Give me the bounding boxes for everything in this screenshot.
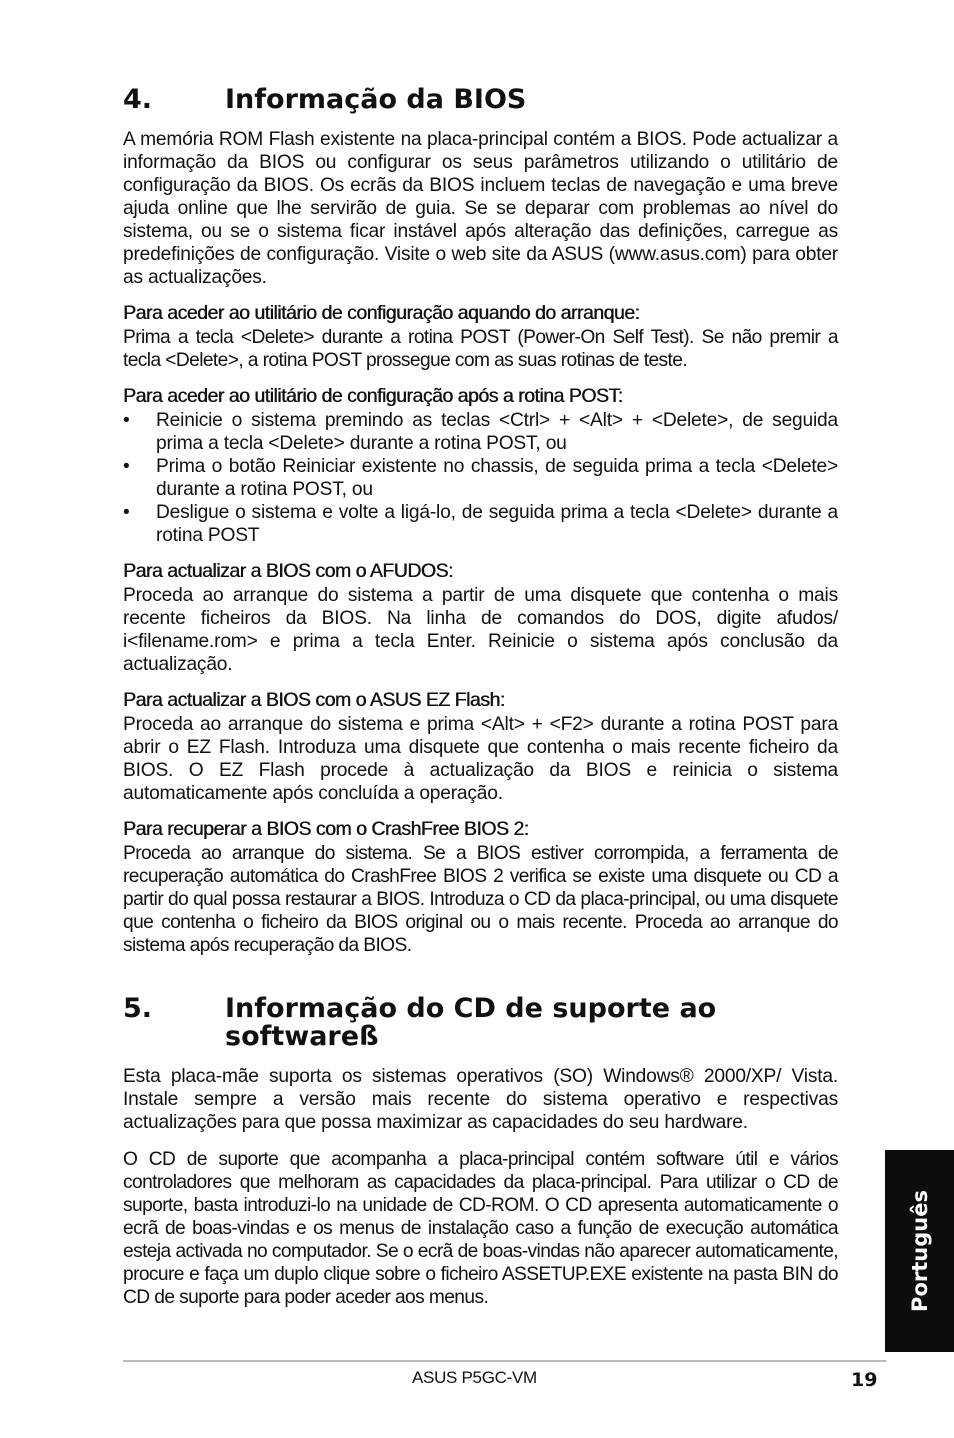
list-item: • Reinicie o sistema premindo as teclas <Ctrl> + <Alt> + <Delete>, de seguida prima a tecla <Delete> durante a rotina POST, ou [123,410,838,454]
subheading-crashfree: Para recuperar a BIOS com o CrashFree BIOS 2: [123,818,529,840]
section-5-title [123,995,838,1051]
text-setup-at-boot: Prima a tecla <Delete> durante a rotina POST (Power-On Self Test). Se não premir a tecla <Delete>, a rotina POST prossegue com as suas rotinas de teste. [123,327,838,371]
section-4-intro: A memória ROM Flash existente na placa-principal contém a BIOS. Pode actualizar a informação da BIOS ou configurar os seus parâmetros utilizando o utilitário de configuração da BIOS. Os ecrãs da BIOS incluem teclas de navegação e uma breve ajuda online que lhe servirão de guia. Se se deparar com problemas ao nível do sistema, ou se o sistema ficar instável após alteração das definições, carregue as predefinições de configuração. Visite o web site da ASUS (www.asus.com) para obter as actualizações. [123,129,838,288]
section-5-para-2: O CD de suporte que acompanha a placa-principal contém software útil e vários controladores que melhoram as capacidades da placa-principal. Para utilizar o CD de suporte, basta introduzi-lo na unidade de CD-ROM. O CD apresenta automaticamente o ecrã de boas-vindas e os menus de instalação caso a função de execução automática esteja activada no computador. Se o ecrã de boas-vindas não aparecer automaticamente, procure e faça um duplo clique sobre o ficheiro ASSETUP.EXE existente na pasta BIN do CD de suporte para poder aceder aos menus. [123,1149,838,1308]
language-side-tab [885,1150,954,1352]
bullet-list-setup-after-post [123,409,838,547]
page-number: 19 [851,1369,878,1391]
section-4-heading: Informação da BIOS [225,84,527,115]
subheading-setup-after-post: Para aceder ao utilitário de configuração após a rotina POST: [123,385,623,407]
list-item: • Prima o botão Reiniciar existente no chassis, de seguida prima a tecla <Delete> durante a rotina POST, ou [123,456,838,500]
section-5-number: 5. [123,993,153,1024]
footer-divider [123,1360,886,1362]
text-ez-flash: Proceda ao arranque do sistema e prima <Alt> + <F2> durante a rotina POST para abrir o EZ Flash. Introduza uma disquete que contenha o mais recente ficheiro da BIOS. O EZ Flash procede à actualização da BIOS e reinicia o sistema automaticamente após concluída a operação. [123,714,838,804]
section-4-title [123,86,838,114]
page-content [123,86,838,1309]
bullet-icon: • [123,410,130,431]
text-afudos: Proceda ao arranque do sistema a partir de uma disquete que contenha o mais recente ficheiros da BIOS. Na linha de comandos do DOS, digite afudos/ i<filename.rom> e prima a tecla Enter. Reinicie o sistema após conclusão da actualização. [123,585,838,675]
section-5-heading: Informação do CD de suporte ao softwareß [225,993,717,1052]
section-5-para-1: Esta placa-mãe suporta os sistemas operativos (SO) Windows® 2000/XP/ Vista. Instale sempre a versão mais recente do sistema operativo e respectivas actualizações para que possa maximizar as capacidades do seu hardware. [123,1066,838,1133]
subheading-ez-flash: Para actualizar a BIOS com o ASUS EZ Flash: [123,689,505,711]
subheading-setup-at-boot: Para aceder ao utilitário de configuração aquando do arranque: [123,302,640,324]
text-crashfree: Proceda ao arranque do sistema. Se a BIOS estiver corrompida, a ferramenta de recuperação automática do CrashFree BIOS 2 verifica se existe uma disquete ou CD a partir do qual possa restaurar a BIOS. Introduza o CD da placa-principal, ou uma disquete que contenha o ficheiro da BIOS original ou o mais recente. Proceda ao arranque do sistema após recuperação da BIOS. [123,843,838,956]
language-side-tab-label: Português [907,1190,932,1312]
bullet-icon: • [123,456,130,477]
bullet-icon: • [123,502,130,523]
list-item: • Desligue o sistema e volte a ligá-lo, de seguida prima a tecla <Delete> durante a rotina POST [123,502,838,546]
footer-model-name: ASUS P5GC-VM [412,1368,537,1387]
section-4-number: 4. [123,84,153,115]
subheading-afudos: Para actualizar a BIOS com o AFUDOS: [123,560,453,582]
